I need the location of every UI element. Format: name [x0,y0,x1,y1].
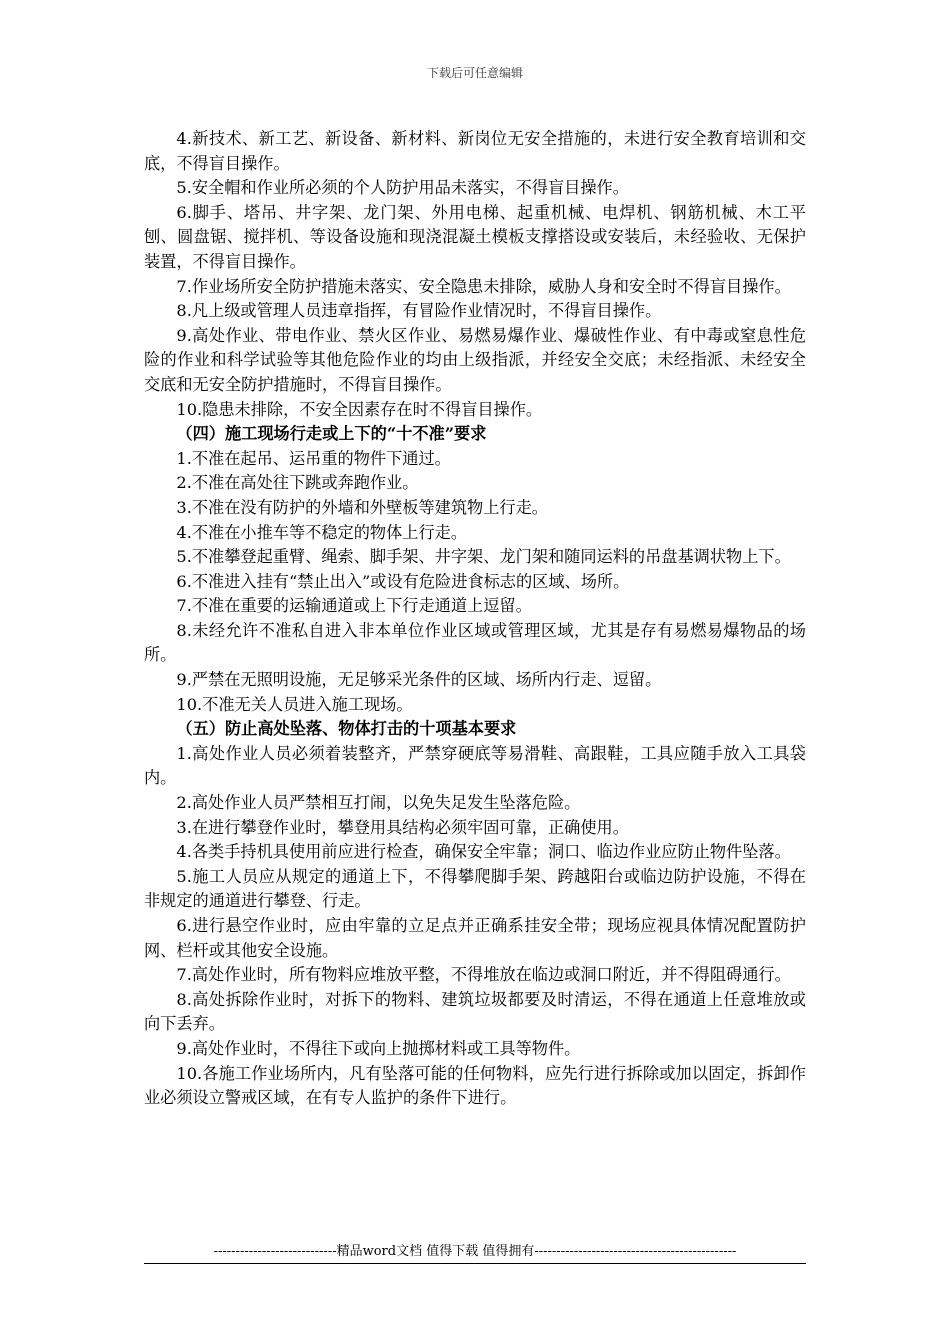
list-item: 4.各类手持机具使用前应进行检查，确保安全牢靠；洞口、临边作业应防止物件坠落。 [176,842,791,862]
list-item: 3.在进行攀登作业时，攀登用具结构必须牢固可靠，正确使用。 [176,817,629,837]
footer-divider [144,1263,806,1264]
list-item: 4.不准在小推车等不稳定的物体上行走。 [176,522,468,542]
list-item: 5.不准攀登起重臂、绳索、脚手架、井字架、龙门架和随同运料的吊盘基调状物上下。 [176,547,791,567]
section-heading: （四）施工现场行走或上下的“十不准”要求 [176,424,487,444]
list-item: 7.作业场所安全防护措施未落实、安全隐患未排除，威胁人身和安全时不得盲目操作。 [176,276,791,296]
list-item: 2.不准在高处往下跳或奔跑作业。 [176,473,419,493]
list-item: 8.未经允许不准私自进入非本单位作业区域或管理区域，尤其是存有易燃易爆物品的场所。 [144,620,806,665]
list-item: 8.高处拆除作业时，对拆下的物料、建筑垃圾都要及时清运，不得在通道上任意堆放或向下丢弃。 [144,989,806,1034]
list-item: 3.不准在没有防护的外墙和外壁板等建筑物上行走。 [176,497,548,517]
list-item: 10.隐患未排除，不安全因素存在时不得盲目操作。 [176,399,543,419]
list-item: 9.高处作业、带电作业、禁火区作业、易燃易爆作业、爆破性作业、有中毒或窒息性危险的作业和科学试验等其他危险作业的均由上级指派，并经安全交底；未经指派、未经安全交底和无安全防护措施时，不得盲目操作。 [144,325,806,394]
list-item: 7.高处作业时，所有物料应堆放平整，不得堆放在临边或洞口附近，并不得阻碍通行。 [176,965,791,985]
list-item: 5.施工人员应从规定的通道上下，不得攀爬脚手架、跨越阳台或临边防护设施，不得在非规定的通道进行攀登、行走。 [144,866,806,911]
document-body [144,127,806,1111]
list-item: 4.新技术、新工艺、新设备、新材料、新岗位无安全措施的，未进行安全教育培训和交底，不得盲目操作。 [144,129,806,173]
list-item: 6.进行悬空作业时，应由牢靠的立足点并正确系挂安全带；现场应视具体情况配置防护网、栏杆或其他安全设施。 [144,916,806,960]
list-item: 10.各施工作业场所内，凡有坠落可能的任何物料，应先行进行拆除或加以固定，拆卸作业必须设立警戒区域，在有专人监护的条件下进行。 [144,1063,806,1108]
list-item: 9.严禁在无照明设施，无足够采光条件的区域、场所内行走、逗留。 [176,670,662,690]
page-footer: ----------------------------精品word文档 值得下载 值得拥有---------------------------------------------- [213,1244,737,1259]
list-item: 1.高处作业人员必须着装整齐，严禁穿硬底等易滑鞋、高跟鞋，工具应随手放入工具袋内。 [144,743,806,788]
list-item: 9.高处作业时，不得往下或向上抛掷材料或工具等物件。 [176,1038,581,1058]
list-item: 5.安全帽和作业所必须的个人防护用品未落实，不得盲目操作。 [176,178,629,198]
list-item: 2.高处作业人员严禁相互打闹，以免失足发生坠落危险。 [176,793,581,813]
list-item: 6.不准进入挂有“禁止出入”或设有危险进食标志的区域、场所。 [176,571,630,591]
list-item: 1.不准在起吊、运吊重的物件下通过。 [176,448,451,468]
list-item: 6.脚手、塔吊、井字架、龙门架、外用电梯、起重机械、电焊机、钢筋机械、木工平刨、圆盘锯、搅拌机、等设备设施和现浇混凝土模板支撑搭设或安装后，未经验收、无保护装置，不得盲目操作。 [144,202,806,271]
page-header: 下载后可任意编辑 [426,66,523,80]
list-item: 7.不准在重要的运输通道或上下行走通道上逗留。 [176,596,532,616]
list-item: 10.不准无关人员进入施工现场。 [176,694,413,714]
section-heading: （五）防止高处坠落、物体打击的十项基本要求 [176,719,517,739]
list-item: 8.凡上级或管理人员违章指挥，有冒险作业情况时，不得盲目操作。 [176,301,662,321]
